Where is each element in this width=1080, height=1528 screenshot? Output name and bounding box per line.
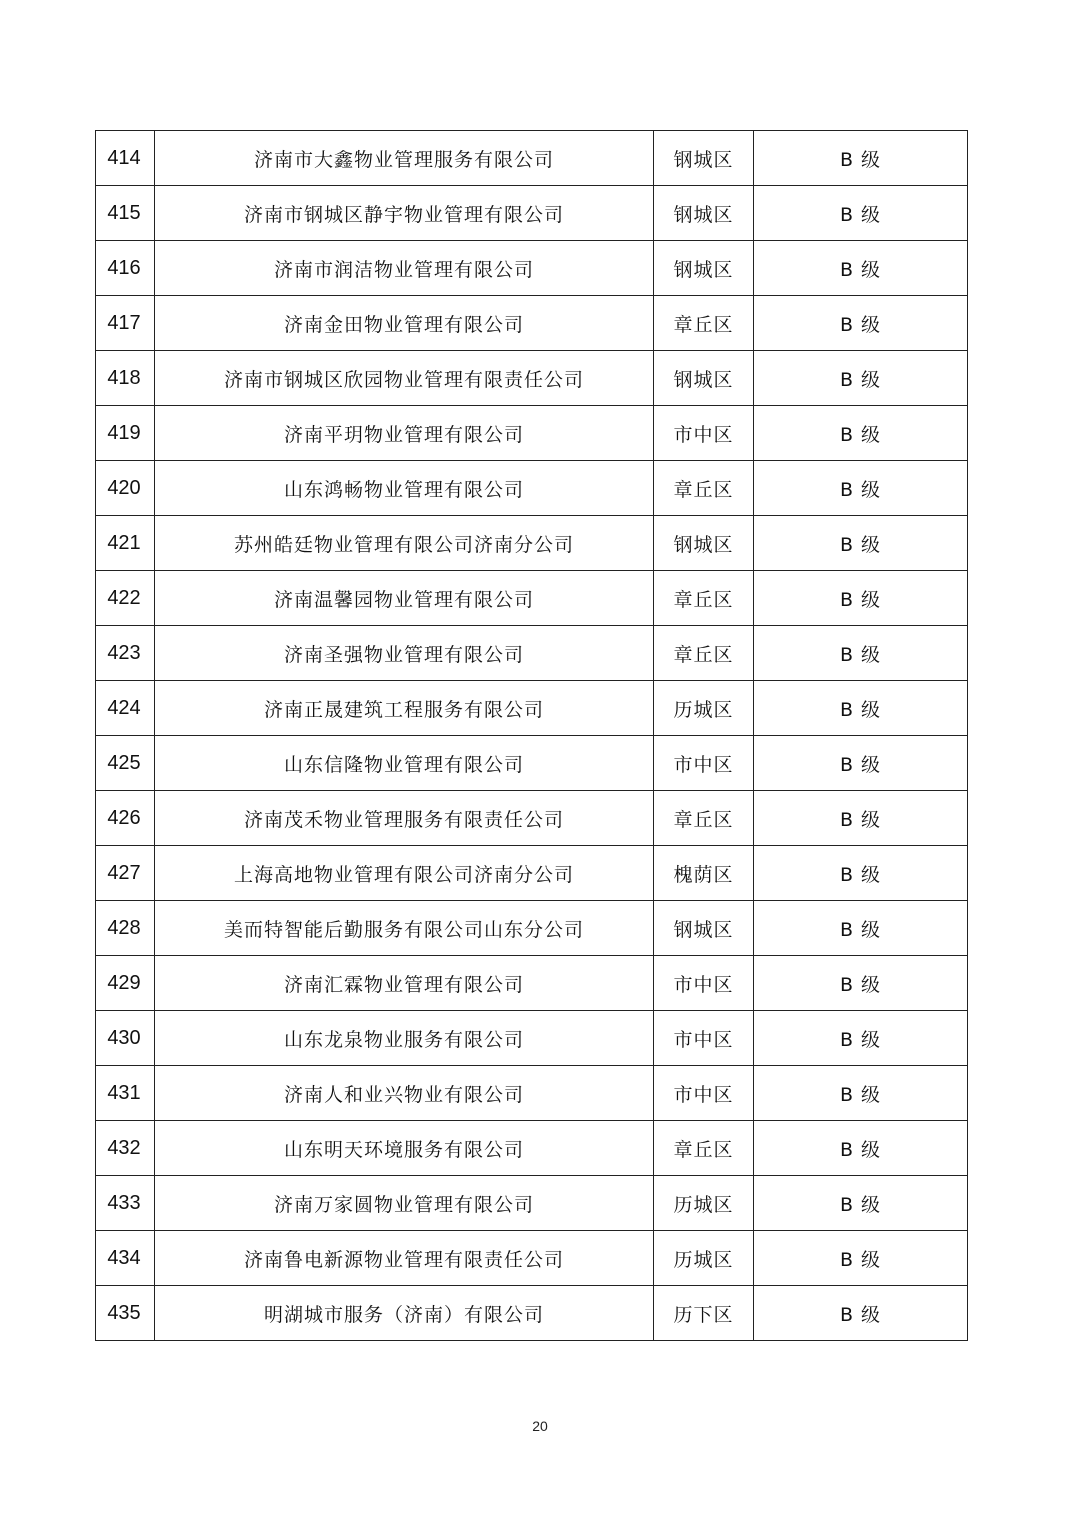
row-number-cell: 433: [96, 1176, 155, 1231]
table-row: [96, 186, 968, 241]
table-row: [96, 846, 968, 901]
table-row: [96, 1286, 968, 1341]
district-cell: 历城区: [654, 1231, 754, 1286]
district-cell: 钢城区: [654, 901, 754, 956]
district-cell: 章丘区: [654, 791, 754, 846]
district-cell: 市中区: [654, 1011, 754, 1066]
company-name-cell: 济南圣强物业管理有限公司: [155, 626, 654, 681]
company-name-cell: 济南鲁电新源物业管理有限责任公司: [155, 1231, 654, 1286]
table-row: [96, 1066, 968, 1121]
district-cell: 历下区: [654, 1286, 754, 1341]
row-number-cell: 419: [96, 406, 155, 461]
company-name-cell: 山东龙泉物业服务有限公司: [155, 1011, 654, 1066]
table-row: [96, 131, 968, 186]
row-number-cell: 423: [96, 626, 155, 681]
grade-cell: B 级: [754, 351, 968, 406]
grade-cell: B 级: [754, 241, 968, 296]
table-row: [96, 516, 968, 571]
company-name-cell: 济南茂禾物业管理服务有限责任公司: [155, 791, 654, 846]
table-row: [96, 1121, 968, 1176]
table-row: [96, 1231, 968, 1286]
row-number-cell: 421: [96, 516, 155, 571]
district-cell: 历城区: [654, 1176, 754, 1231]
district-cell: 章丘区: [654, 1121, 754, 1176]
district-cell: 章丘区: [654, 626, 754, 681]
district-cell: 钢城区: [654, 131, 754, 186]
company-name-cell: 上海高地物业管理有限公司济南分公司: [155, 846, 654, 901]
grade-cell: B 级: [754, 296, 968, 351]
table-row: [96, 351, 968, 406]
district-cell: 钢城区: [654, 351, 754, 406]
company-name-cell: 济南温馨园物业管理有限公司: [155, 571, 654, 626]
district-cell: 钢城区: [654, 186, 754, 241]
company-name-cell: 明湖城市服务（济南）有限公司: [155, 1286, 654, 1341]
row-number-cell: 417: [96, 296, 155, 351]
district-cell: 槐荫区: [654, 846, 754, 901]
company-name-cell: 济南平玥物业管理有限公司: [155, 406, 654, 461]
grade-cell: B 级: [754, 461, 968, 516]
grade-cell: B 级: [754, 736, 968, 791]
row-number-cell: 430: [96, 1011, 155, 1066]
district-cell: 历城区: [654, 681, 754, 736]
grade-cell: B 级: [754, 406, 968, 461]
table-row: [96, 681, 968, 736]
district-cell: 市中区: [654, 736, 754, 791]
row-number-cell: 426: [96, 791, 155, 846]
row-number-cell: 431: [96, 1066, 155, 1121]
grade-cell: B 级: [754, 186, 968, 241]
table-row: [96, 296, 968, 351]
grade-cell: B 级: [754, 131, 968, 186]
table-row: [96, 1011, 968, 1066]
table-body: [96, 131, 968, 1341]
district-cell: 市中区: [654, 1066, 754, 1121]
grade-cell: B 级: [754, 681, 968, 736]
row-number-cell: 429: [96, 956, 155, 1011]
grade-cell: B 级: [754, 626, 968, 681]
district-cell: 章丘区: [654, 461, 754, 516]
page-number: 20: [532, 1418, 548, 1434]
company-name-cell: 济南汇霖物业管理有限公司: [155, 956, 654, 1011]
company-name-cell: 济南市大鑫物业管理服务有限公司: [155, 131, 654, 186]
grade-cell: B 级: [754, 901, 968, 956]
company-name-cell: 济南市钢城区静宇物业管理有限公司: [155, 186, 654, 241]
row-number-cell: 418: [96, 351, 155, 406]
row-number-cell: 422: [96, 571, 155, 626]
company-name-cell: 济南市钢城区欣园物业管理有限责任公司: [155, 351, 654, 406]
company-name-cell: 济南正晟建筑工程服务有限公司: [155, 681, 654, 736]
row-number-cell: 415: [96, 186, 155, 241]
district-cell: 钢城区: [654, 241, 754, 296]
company-name-cell: 济南人和业兴物业有限公司: [155, 1066, 654, 1121]
row-number-cell: 428: [96, 901, 155, 956]
grade-cell: B 级: [754, 571, 968, 626]
grade-cell: B 级: [754, 516, 968, 571]
row-number-cell: 434: [96, 1231, 155, 1286]
company-name-cell: 山东明天环境服务有限公司: [155, 1121, 654, 1176]
district-cell: 钢城区: [654, 516, 754, 571]
table-row: [96, 1176, 968, 1231]
row-number-cell: 435: [96, 1286, 155, 1341]
table-row: [96, 791, 968, 846]
company-rating-table: [95, 130, 968, 1341]
row-number-cell: 425: [96, 736, 155, 791]
company-name-cell: 美而特智能后勤服务有限公司山东分公司: [155, 901, 654, 956]
company-name-cell: 济南金田物业管理有限公司: [155, 296, 654, 351]
grade-cell: B 级: [754, 1066, 968, 1121]
company-name-cell: 苏州皓廷物业管理有限公司济南分公司: [155, 516, 654, 571]
row-number-cell: 416: [96, 241, 155, 296]
row-number-cell: 424: [96, 681, 155, 736]
company-name-cell: 济南万家圆物业管理有限公司: [155, 1176, 654, 1231]
table-row: [96, 241, 968, 296]
grade-cell: B 级: [754, 1286, 968, 1341]
row-number-cell: 420: [96, 461, 155, 516]
grade-cell: B 级: [754, 1176, 968, 1231]
grade-cell: B 级: [754, 956, 968, 1011]
table-row: [96, 956, 968, 1011]
table-row: [96, 626, 968, 681]
row-number-cell: 414: [96, 131, 155, 186]
district-cell: 市中区: [654, 406, 754, 461]
grade-cell: B 级: [754, 846, 968, 901]
row-number-cell: 432: [96, 1121, 155, 1176]
table-row: [96, 461, 968, 516]
grade-cell: B 级: [754, 1011, 968, 1066]
company-name-cell: 济南市润洁物业管理有限公司: [155, 241, 654, 296]
table-row: [96, 571, 968, 626]
district-cell: 市中区: [654, 956, 754, 1011]
company-name-cell: 山东信隆物业管理有限公司: [155, 736, 654, 791]
grade-cell: B 级: [754, 791, 968, 846]
table-row: [96, 736, 968, 791]
grade-cell: B 级: [754, 1121, 968, 1176]
grade-cell: B 级: [754, 1231, 968, 1286]
table-row: [96, 406, 968, 461]
district-cell: 章丘区: [654, 296, 754, 351]
company-name-cell: 山东鸿畅物业管理有限公司: [155, 461, 654, 516]
district-cell: 章丘区: [654, 571, 754, 626]
table-row: [96, 901, 968, 956]
row-number-cell: 427: [96, 846, 155, 901]
